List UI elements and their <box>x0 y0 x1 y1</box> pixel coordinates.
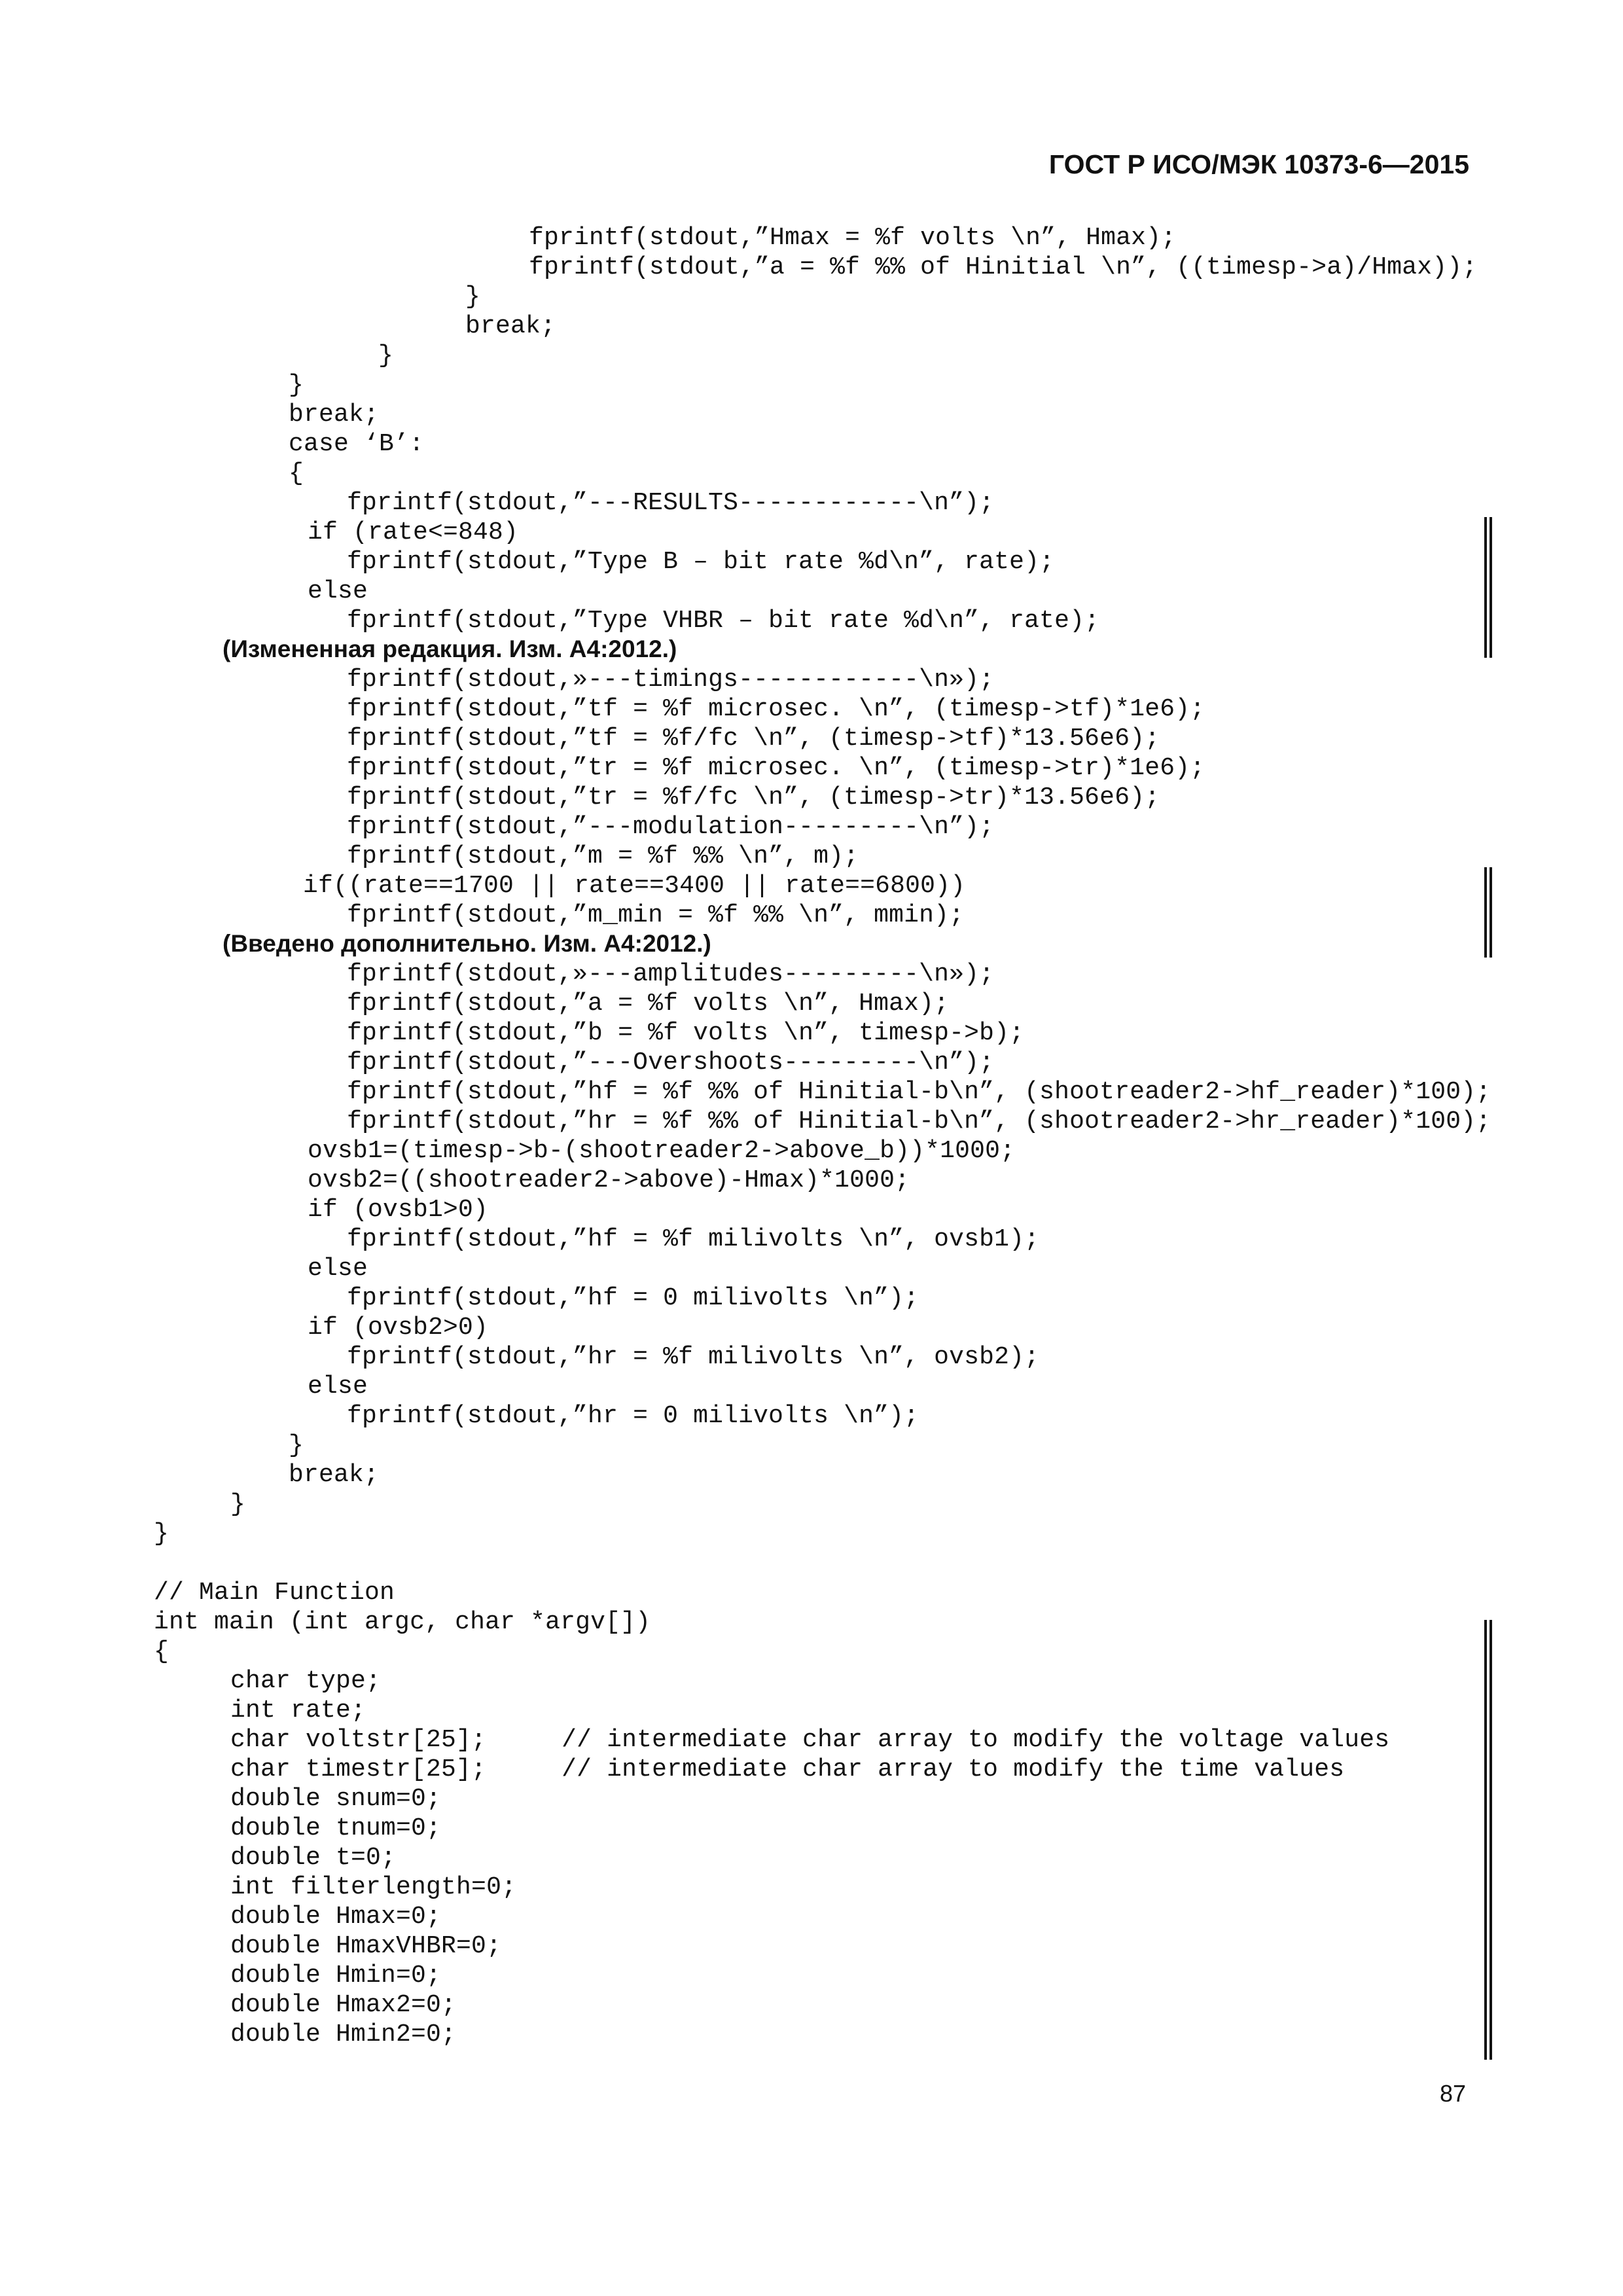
amendment-note: (Измененная редакция. Изм. А4:2012.) <box>223 636 677 662</box>
code-line: // Main Function <box>154 1579 395 1607</box>
code-line: fprintf(stdout,”b = %f volts \n”, timesp->b); <box>347 1019 1025 1047</box>
code-line: char type; <box>230 1667 382 1695</box>
amendment-note: (Введено дополнительно. Изм. А4:2012.) <box>223 930 711 957</box>
change-bar <box>1484 867 1492 958</box>
code-line: } <box>154 1520 169 1548</box>
code-line: } <box>230 1490 246 1518</box>
code-line: ovsb2=((shootreader2->above)-Hmax)*1000; <box>308 1166 910 1194</box>
code-line: fprintf(stdout,”hf = 0 milivolts \n”); <box>347 1284 919 1312</box>
code-line: int main (int argc, char *argv[]) <box>154 1608 651 1636</box>
code-line: fprintf(stdout,”m_min = %f %% \n”, mmin); <box>347 901 965 929</box>
code-line: fprintf(stdout,”Type B – bit rate %d\n”, rate); <box>347 548 1055 576</box>
code-line: if (ovsb1>0) <box>308 1196 489 1224</box>
code-line: fprintf(stdout,”hr = 0 milivolts \n”); <box>347 1402 919 1430</box>
code-line: else <box>308 1255 368 1283</box>
code-line: } <box>465 283 481 311</box>
code-line: case ‘B’: <box>289 430 425 458</box>
code-line: ovsb1=(timesp->b-(shootreader2->above_b))*1000; <box>308 1137 1016 1165</box>
code-line: else <box>308 1372 368 1401</box>
code-line: fprintf(stdout,”tr = %f/fc \n”, (timesp->tr)*13.56e6); <box>347 783 1160 812</box>
code-line: fprintf(stdout,»---timings------------\n»); <box>347 666 995 694</box>
code-line: fprintf(stdout,”tr = %f microsec. \n”, (timesp->tr)*1e6); <box>347 754 1205 782</box>
code-line: fprintf(stdout,”hr = %f %% of Hinitial-b\n”, (shootreader2->hr_reader)*100); <box>347 1107 1491 1136</box>
page-header-standard: ГОСТ Р ИСО/МЭК 10373-6—2015 <box>1048 149 1469 179</box>
code-line: } <box>378 342 394 370</box>
code-line: fprintf(stdout,”---modulation---------\n”); <box>347 813 995 841</box>
code-line: if((rate==1700 || rate==3400 || rate==6800)) <box>303 872 966 900</box>
code-line: double snum=0; <box>230 1785 442 1813</box>
page-number: 87 <box>1439 2080 1466 2107</box>
code-line: fprintf(stdout,”---RESULTS------------\n”); <box>347 489 995 517</box>
code-line: } <box>289 371 304 399</box>
code-line: fprintf(stdout,”tf = %f microsec. \n”, (timesp->tf)*1e6); <box>347 695 1205 723</box>
code-line: if (rate<=848) <box>308 518 519 547</box>
code-line: fprintf(stdout,”tf = %f/fc \n”, (timesp->tf)*13.56e6); <box>347 725 1160 753</box>
code-line: double Hmax2=0; <box>230 1991 457 2019</box>
code-line: double HmaxVHBR=0; <box>230 1932 502 1960</box>
code-line: fprintf(stdout,”hf = %f %% of Hinitial-b\n”, (shootreader2->hf_reader)*100); <box>347 1078 1491 1106</box>
code-line: char timestr[25]; // intermediate char array to modify the time values <box>230 1755 1345 1784</box>
code-line: fprintf(stdout,”hr = %f milivolts \n”, ovsb2); <box>347 1343 1040 1371</box>
code-line: } <box>289 1431 304 1460</box>
code-line: else <box>308 577 368 605</box>
change-bar <box>1484 1620 1492 2060</box>
code-line: break; <box>289 401 380 429</box>
code-line: double Hmin=0; <box>230 1962 442 1990</box>
code-line: fprintf(stdout,”Hmax = %f volts \n”, Hmax); <box>529 224 1177 252</box>
code-line: if (ovsb2>0) <box>308 1314 489 1342</box>
code-line: fprintf(stdout,”---Overshoots---------\n”); <box>347 1049 995 1077</box>
code-line: fprintf(stdout,”Type VHBR – bit rate %d\n”, rate); <box>347 607 1100 635</box>
code-line: break; <box>465 312 556 340</box>
code-line: fprintf(stdout,”a = %f volts \n”, Hmax); <box>347 990 950 1018</box>
code-line: fprintf(stdout,”a = %f %% of Hinitial \n”, ((timesp->a)/Hmax)); <box>529 253 1478 281</box>
change-bar <box>1484 517 1492 658</box>
code-line: int rate; <box>230 1696 366 1725</box>
code-line: double tnum=0; <box>230 1814 442 1842</box>
code-line: { <box>154 1638 169 1666</box>
code-line: char voltstr[25]; // intermediate char array to modify the voltage values <box>230 1726 1390 1754</box>
code-line: int filterlength=0; <box>230 1873 517 1901</box>
code-line: fprintf(stdout,”hf = %f milivolts \n”, ovsb1); <box>347 1225 1040 1253</box>
code-line: double t=0; <box>230 1844 397 1872</box>
code-line: fprintf(stdout,»---amplitudes---------\n»); <box>347 960 995 988</box>
code-line: { <box>289 459 304 488</box>
code-line: double Hmin2=0; <box>230 2020 457 2049</box>
code-line: break; <box>289 1461 380 1489</box>
code-line: double Hmax=0; <box>230 1903 442 1931</box>
code-line: fprintf(stdout,”m = %f %% \n”, m); <box>347 842 859 870</box>
